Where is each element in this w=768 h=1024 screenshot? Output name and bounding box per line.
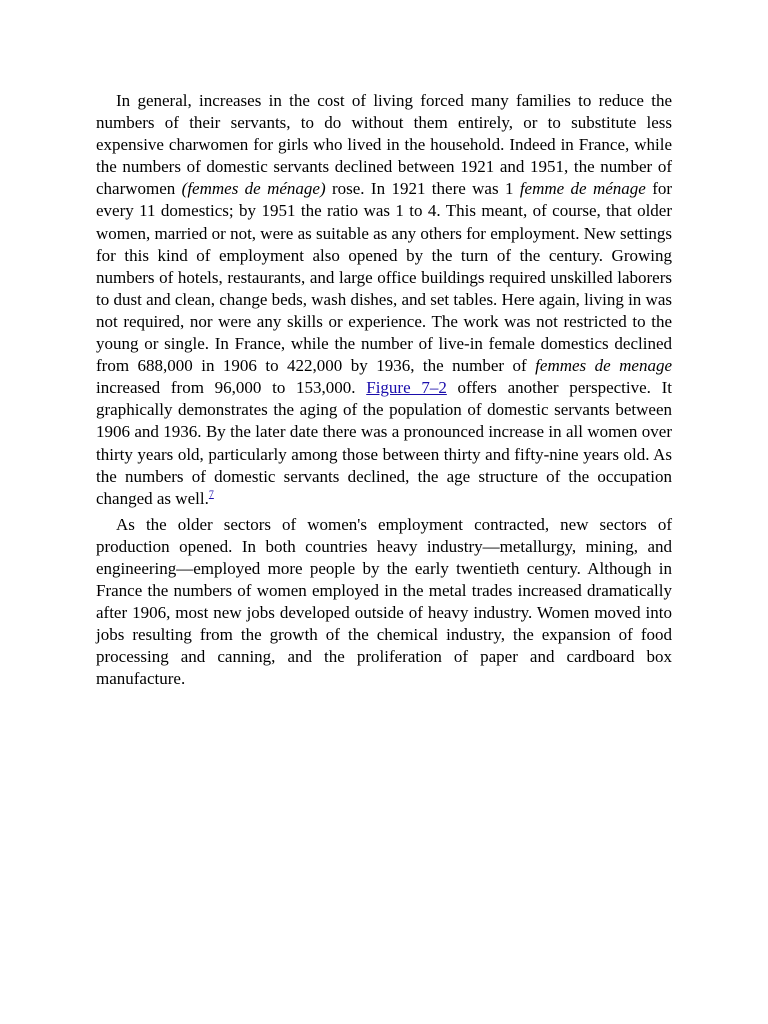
- italic-term-femmes-de-menage: (femmes de ménage): [181, 179, 326, 199]
- figure-7-2-link[interactable]: Figure 7–2: [366, 378, 447, 398]
- italic-term-femmes-de-menage-2: femmes de menage: [535, 356, 672, 376]
- paragraph-1-text-a: In general, increases in the cost of living forced many families to reduce the numbers of their servants, to do without them entirely, or to substitute less expensive charwomen for girls who lived in the household. Indeed in France, while the numbers of domestic servants declined between 1921 and 1951, the number of charwomen: [96, 91, 672, 199]
- footnote-7-link[interactable]: 7: [208, 489, 214, 501]
- paragraph-2: As the older sectors of women's employment contracted, new sectors of production opened. In both countries heavy industry—metallurgy, mining, and engineering—employed more people by the early twentieth century. Although in France the numbers of women employed in the metal trades increased dramatically after 1906, most new jobs developed outside of heavy industry. Women moved into jobs resulting from the growth of the chemical industry, the expansion of food processing and canning, and the proliferation of paper and cardboard box manufacture.: [96, 514, 672, 689]
- document-page: [96, 90, 672, 691]
- italic-term-femme-de-menage: femme de ménage: [519, 179, 646, 199]
- paragraph-1: [96, 90, 672, 510]
- paragraph-1-text-d: increased from 96,000 to 153,000.: [96, 378, 367, 398]
- paragraph-1-text-c: for every 11 domestics; by 1951 the ratio was 1 to 4. This meant, of course, that older women, married or not, were as suitable as any others for employment. New settings for this kind of employment also opened by the turn of the century. Growing numbers of hotels, restaurants, and large office buildings required unskilled laborers to dust and clean, change beds, wash dishes, and set tables. Here again, living in was not required, nor were any skills or experience. The work was not restricted to the young or single. In France, while the number of live-in female domestics declined from 688,000 in 1906 to 422,000 by 1936, the number of: [96, 179, 673, 376]
- paragraph-1-text-b: rose. In 1921 there was 1: [325, 179, 520, 199]
- paragraph-1-text-e: offers another perspective. It graphically demonstrates the aging of the population of domestic servants between 1906 and 1936. By the later date there was a pronounced increase in all women over thirty years old, particularly among those between thirty and fifty-nine years old. As the numbers of domestic servants declined, the age structure of the occupation changed as well.: [96, 378, 672, 508]
